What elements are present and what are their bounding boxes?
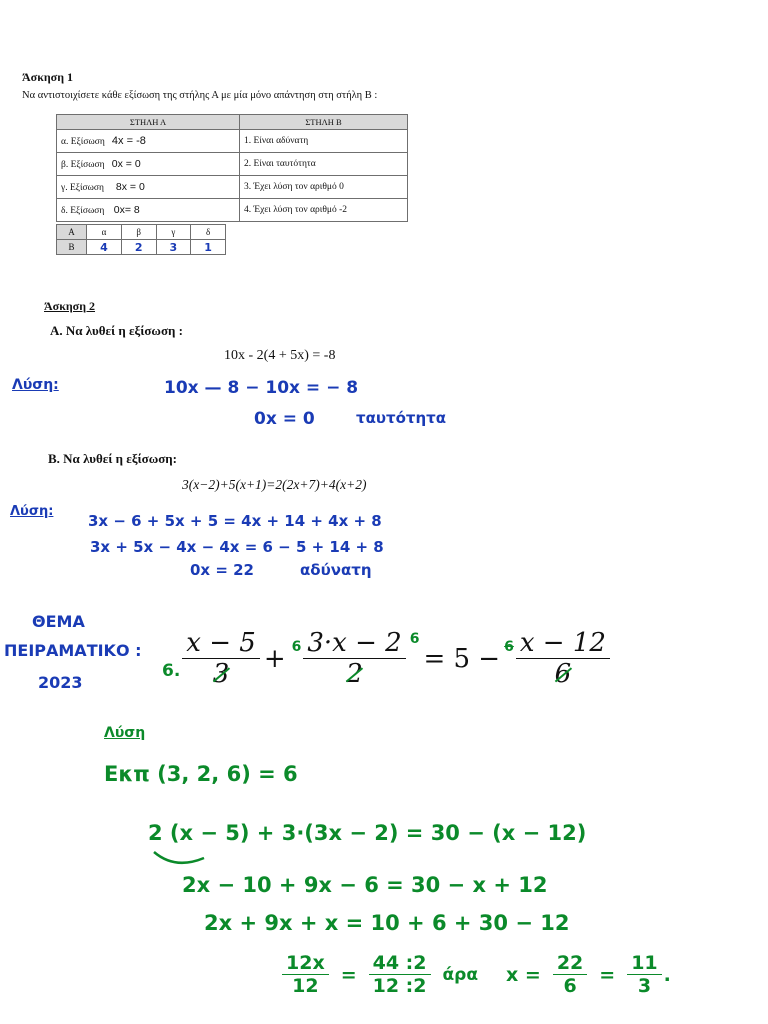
row-a-equation: 0x= 8 — [113, 204, 140, 216]
matching-table — [56, 114, 408, 222]
equals-five-minus: = 5 − — [423, 643, 501, 674]
plus-sign: + — [263, 643, 286, 674]
partB-solution-label: Λύση: — [10, 504, 54, 519]
fraction-3 — [518, 628, 608, 689]
fraction-1-numerator: x − 5 — [186, 628, 256, 658]
answer-cell: 3 — [156, 240, 191, 255]
row-b-answer: 4. Έχει λύση τον αριθμό -2 — [240, 199, 408, 222]
partA-step-1: 10x — 8 − 10x = − 8 — [164, 378, 359, 398]
table-row — [57, 130, 408, 153]
theme-label-line-2: ΠΕΙΡΑΜΑΤΙΚΟ : — [4, 641, 142, 660]
exercise-2-partB-equation: 3(x−2)+5(x+1)=2(2x+7)+4(x+2) — [182, 477, 367, 492]
partB-step-2: 3x + 5x − 4x − 4x = 6 − 5 + 14 + 8 — [90, 538, 384, 556]
step4-equals: = — [340, 963, 357, 986]
step4-fraction-22-6 — [555, 952, 585, 997]
partB-step-3: 0x = 22 — [190, 561, 254, 579]
step4-equals-2: = — [599, 963, 616, 986]
theme-lcm: Εκπ (3, 2, 6) = 6 — [104, 762, 298, 786]
row-a-label: α. Εξίσωση — [61, 137, 105, 147]
row-a-label: β. Εξίσωση — [61, 160, 105, 170]
theme-label-line-3: 2023 — [38, 673, 83, 692]
step4-lhs-numerator: 12x — [286, 952, 325, 974]
main-equation — [162, 628, 608, 689]
row-b-answer: 3. Έχει λύση τον αριθμό 0 — [240, 176, 408, 199]
exercise-1-title: Άσκηση 1 — [22, 70, 74, 84]
brace-mark — [150, 848, 210, 868]
exercise-1-instruction: Να αντιστοιχίσετε κάθε εξίσωση της στήλης Α με μία μόνο απάντηση στη στήλη Β : — [22, 90, 378, 101]
answer-cell: 2 — [121, 240, 156, 255]
fraction-2 — [305, 628, 403, 689]
exercise-1 — [14, 62, 424, 267]
fraction-1-denominator: 3 — [212, 659, 230, 689]
col-b-header: ΣΤΗΛΗ Β — [240, 115, 408, 130]
exercise-2-partB-label: Β. Να λυθεί η εξίσωση: — [48, 451, 178, 466]
step4-ara: άρα — [442, 964, 479, 985]
step4-f2-denominator: 3 — [627, 974, 661, 997]
fraction-3-denominator: 6 — [554, 659, 572, 689]
row-b-answer: 1. Είναι αδύνατη — [240, 130, 408, 153]
exercise-2-partA-equation: 10x - 2(4 + 5x) = -8 — [224, 348, 336, 363]
step4-x-equals: x = — [506, 963, 541, 986]
theme-step-4 — [284, 952, 671, 997]
table-row — [57, 199, 408, 222]
theme-label-line-1: ΘΕΜΑ — [32, 612, 85, 631]
answer-row-label: Β — [57, 240, 87, 255]
fraction-2-denominator: 2 — [346, 659, 363, 689]
answer-header-cell: Α — [57, 225, 87, 240]
table-row — [57, 176, 408, 199]
multiplier-4: 6 — [504, 638, 514, 655]
answer-cell: 1 — [191, 240, 226, 255]
step4-rhs-fraction — [371, 952, 429, 997]
fraction-3-numerator: x − 12 — [519, 628, 606, 658]
exercise-2-title: Άσκηση 2 — [44, 299, 96, 313]
step4-f1-numerator: 22 — [556, 952, 584, 974]
step4-f1-denominator: 6 — [553, 974, 587, 997]
step4-dot: . — [663, 963, 671, 986]
step4-fraction-11-3 — [629, 952, 659, 997]
fraction-1 — [184, 628, 258, 689]
step4-lhs-fraction — [284, 952, 327, 997]
answer-table — [56, 224, 226, 255]
row-a-label: γ. Εξίσωση — [61, 183, 105, 193]
step4-lhs-denominator: 12 — [282, 974, 329, 997]
row-a-label: δ. Εξίσωση — [61, 206, 105, 216]
partA-solution-label: Λύση: — [12, 377, 59, 393]
answer-header-cell: β — [121, 225, 156, 240]
answer-cell: 4 — [87, 240, 122, 255]
multiplier-2: 6 — [291, 638, 302, 655]
theme-step-1: 2 (x − 5) + 3·(3x − 2) = 30 − (x − 12) — [148, 821, 587, 845]
partA-step-2: 0x = 0 — [254, 409, 315, 429]
table-row — [57, 153, 408, 176]
theme-solution-label: Λύση — [104, 725, 146, 741]
exercise-2-partA-label: Α. Να λυθεί η εξίσωση : — [50, 323, 183, 338]
theme-step-2: 2x − 10 + 9x − 6 = 30 − x + 12 — [182, 873, 548, 897]
step4-rhs-denominator: 12 :2 — [369, 974, 431, 997]
multiplier-1: 6. — [162, 660, 181, 681]
step4-rhs-numerator: 44 :2 — [372, 952, 427, 974]
partB-result: αδύνατη — [300, 561, 372, 579]
partB-step-1: 3x − 6 + 5x + 5 = 4x + 14 + 4x + 8 — [88, 512, 382, 530]
row-b-answer: 2. Είναι ταυτότητα — [240, 153, 408, 176]
partA-result: ταυτότητα — [356, 409, 447, 427]
theme-step-3: 2x + 9x + x = 10 + 6 + 30 − 12 — [204, 911, 570, 935]
row-a-equation: 0x = 0 — [111, 158, 141, 170]
step4-f2-numerator: 11 — [631, 952, 658, 974]
fraction-2-numerator: 3·x − 2 — [307, 628, 402, 658]
row-a-equation: 4x = -8 — [111, 135, 146, 147]
answer-header-cell: α — [87, 225, 122, 240]
answer-header-cell: δ — [191, 225, 226, 240]
row-a-equation: 8x = 0 — [115, 181, 145, 193]
col-a-header: ΣΤΗΛΗ Α — [57, 115, 240, 130]
answer-header-cell: γ — [156, 225, 191, 240]
multiplier-3: 6 — [409, 630, 420, 647]
